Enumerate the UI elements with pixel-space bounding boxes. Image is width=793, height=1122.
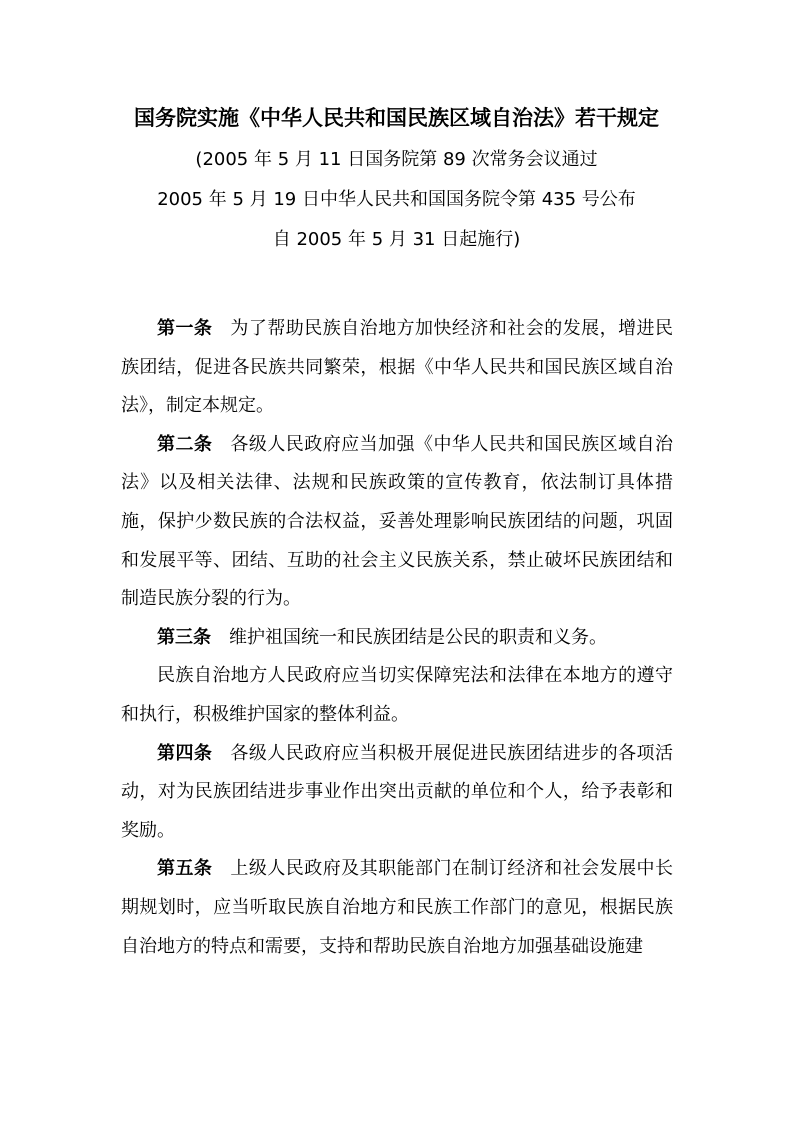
document-title: 国务院实施《中华人民共和国民族区域自治法》若干规定: [134, 105, 659, 130]
article-paragraph: [121, 310, 673, 426]
article-text: 为了帮助民族自治地方加快经济和社会的发展，增进民族团结，促进各民族共同繁荣，根据《中华人民共和国民族区域自治法》，制定本规定。: [121, 318, 674, 417]
article-text: 维护祖国统一和民族团结是公民的职责和义务。: [229, 626, 607, 648]
article-label: 第二条: [157, 433, 213, 455]
article-label: 第一条: [157, 318, 213, 339]
article-label: 第三条: [157, 626, 211, 648]
document-body: [121, 310, 673, 966]
article-paragraph-continuation: [121, 657, 673, 734]
article-text: 各级人民政府应当积极开展促进民族团结进步的各项活动，对为民族团结进步事业作出突出贡献的单位和个人，给予表彰和奖励。: [121, 742, 674, 841]
article-text: 民族自治地方人民政府应当切实保障宪法和法律在本地方的遵守和执行，积极维护国家的整体利益。: [121, 665, 673, 725]
article-label: 第五条: [157, 858, 213, 880]
article-text: 各级人民政府应当加强《中华人民共和国民族区域自治法》以及相关法律、法规和民族政策的宣传教育，依法制订具体措施，保护少数民族的合法权益，妥善处理影响民族团结的问题，巩固和发展平等、团结、互助的社会主义民族关系，禁止破坏民族团结和制造民族分裂的行为。: [121, 433, 674, 610]
article-label: 第四条: [157, 742, 213, 764]
article-paragraph: [121, 735, 673, 851]
article-paragraph: [121, 426, 673, 619]
article-paragraph: [121, 619, 673, 658]
meta-line-promulgated: 2005 年 5 月 19 日中华人民共和国国务院令第 435 号公布: [157, 189, 636, 210]
article-text: 上级人民政府及其职能部门在制订经济和社会发展中长期规划时，应当听取民族自治地方和民族工作部门的意见，根据民族自治地方的特点和需要，支持和帮助民族自治地方加强基础设施建: [121, 858, 674, 957]
article-paragraph: [121, 850, 673, 966]
meta-line-effective: 自 2005 年 5 月 31 日起施行): [272, 229, 521, 250]
meta-line-adopted: (2005 年 5 月 11 日国务院第 89 次常务会议通过: [195, 149, 598, 170]
